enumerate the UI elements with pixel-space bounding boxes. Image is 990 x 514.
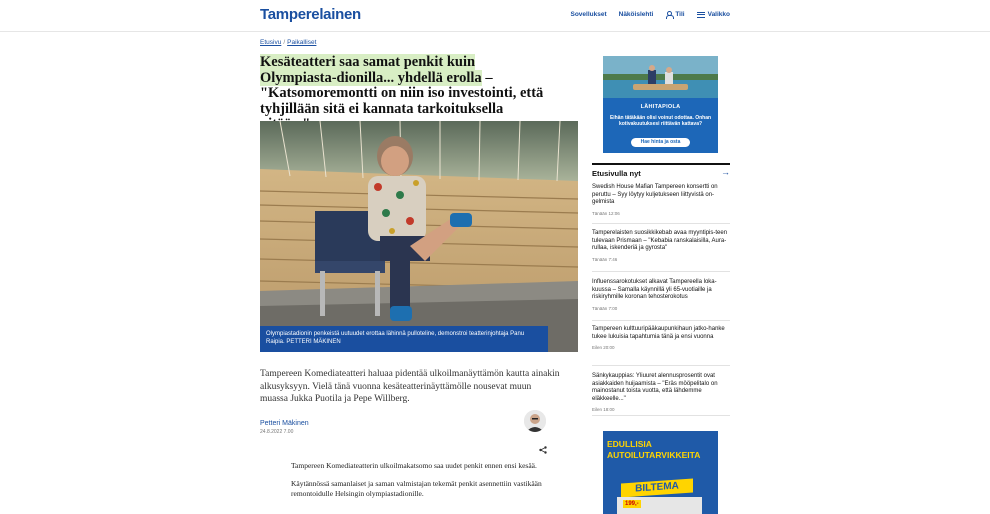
sidebar-item[interactable] — [592, 230, 730, 272]
headline-rest: – "Katsomoremontti on niin iso investointi, että tyhjillään sitä ei kannata tarkoituksella — [260, 69, 544, 117]
body-paragraph: Käytännössä samanlaiset ja saman valmistajan tekemät penkit asennettiin vastikään remontoidulle Helsingin olympiastadionille. — [291, 479, 542, 498]
hamburger-menu-icon — [697, 12, 705, 18]
article-body — [291, 461, 553, 507]
nav-account-label: Tili — [675, 11, 685, 18]
nav-account[interactable] — [665, 11, 684, 18]
site-logo[interactable]: Tamperelainen — [260, 6, 361, 23]
sidebar-item-time: Eilen 20:00 — [592, 345, 615, 350]
ad-cta-button[interactable]: Hae hinta ja osta — [631, 138, 690, 147]
ad-photo — [603, 56, 718, 98]
arrow-right-icon[interactable]: → — [721, 167, 730, 177]
breadcrumb-home[interactable]: Etusivu — [260, 39, 282, 46]
nav-menu-label: Valikko — [707, 11, 730, 18]
sidebar-item-time: Eilen 18:00 — [592, 407, 615, 412]
sidebar-item[interactable] — [592, 373, 730, 416]
sidebar-item-time: Tänään 7:46 — [592, 256, 618, 262]
nav-menu[interactable] — [697, 11, 730, 18]
sidebar-item-title: Tampereen kulttuuripääkaupunkihaun jatko-hanke tukee lukuisia tapahtumia tänä ja ensi vuonna — [592, 326, 725, 340]
biltema-ad[interactable] — [603, 431, 718, 514]
sidebar-item-title: Influenssarokotukset alkavat Tampereella loka-kuussa – Samalla käynnillä yli 65-vuotiaille ja riskiryhmille koronan tehosterokotus — [592, 279, 717, 300]
ad2-brand: BILTEMA — [621, 478, 693, 497]
sidebar-item-title: Sänkykauppias: Yliuuret alennusprosentit ovat asiakkaiden huijaamista – "Eräs mööpelitalo on mainostanut toista vuotta, että lähdemme eläkkeelle..." — [592, 373, 718, 402]
sidebar-item-title: Swedish House Mafian Tampereen konsertti on peruttu – Syy löytyy kuljetukseen liittyvistä on-gelmista — [592, 184, 718, 205]
nav-apps-label: Sovellukset — [570, 11, 607, 18]
nav-epaper[interactable] — [619, 11, 654, 18]
ad2-price: 199,- — [625, 501, 639, 507]
ad2-line1: EDULLISIA — [607, 439, 652, 449]
body-paragraph: Tampereen Komediateatterin ulkoilmakatsomo saa uudet penkit ennen ensi kesää. — [291, 461, 537, 470]
breadcrumb-separator: / — [283, 39, 286, 46]
ad-text: Eihän tätäkään olisi voinut odottaa. Onhan kotivakuutuksesi riittävän kattava? — [609, 115, 712, 127]
ad2-headline — [607, 439, 714, 461]
author-photo — [524, 410, 546, 432]
nav-apps[interactable] — [570, 11, 606, 18]
theater-seating-photo — [260, 121, 578, 352]
breadcrumb — [260, 39, 316, 46]
user-icon — [665, 11, 672, 18]
site-header — [0, 0, 990, 32]
publish-date: 24.8.2022 7.00 — [260, 429, 294, 435]
headline-highlight: Kesäteatteri saa samat penkit kuin Olympiasta-dionilla... yhdellä erolla — [260, 54, 482, 86]
ad2-line2: AUTOILUTARVIKKEITA — [607, 450, 701, 460]
sidebar-item[interactable] — [592, 184, 730, 224]
image-caption: Olympiastadionin penkeistä uutuudet erottaa lähinnä pulloteline, demonstroi teatterinjohtaja Panu Raipia. PETTERI MÄKINEN — [260, 326, 548, 352]
sidebar-item[interactable] — [592, 279, 730, 321]
sidebar-item-time: Tänään 12:06 — [592, 210, 620, 216]
main-nav — [570, 11, 730, 18]
author-avatar[interactable] — [524, 410, 546, 432]
article-main-image[interactable] — [260, 121, 578, 352]
author-name[interactable]: Petteri Mäkinen — [260, 420, 309, 427]
breadcrumb-section[interactable]: Paikalliset — [287, 39, 317, 46]
nav-epaper-label: Näköislehti — [618, 11, 654, 18]
sidebar-item[interactable] — [592, 326, 730, 366]
share-icon[interactable] — [539, 446, 547, 454]
sidebar-title: Etusivulla nyt — [592, 163, 730, 178]
ad-brand: LÄHITAPIOLA — [640, 104, 681, 110]
article-lead: Tampereen Komediateatteri haluaa pidentää ulkoilmanäyttämön kautta ainakin alkusyksyyn. Vielä tänä vuonna kesäteatterinäyttämölle nousevat muun muassa Jukka Puotila ja Pepe Willberg. — [260, 369, 560, 404]
sidebar-item-title: Tamperelaisten suosikkikebab avaa myyntipis-teen tulevaan Prismaan – "Kebabia ranskalaisilla, Aura-rullaa, iskenderiä ja gyrosta" — [592, 230, 728, 251]
insurance-ad[interactable] — [603, 56, 718, 153]
sidebar-item-time: Tänään 7:00 — [592, 305, 618, 311]
